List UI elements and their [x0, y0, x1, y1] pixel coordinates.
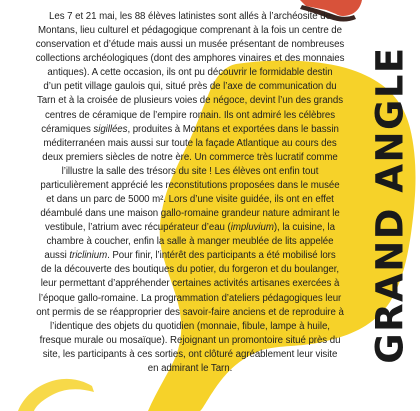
latin-term: impluvium — [230, 222, 274, 234]
article-line: de la découverte des boutiques du potier, du forgeron et du boulanger, — [40, 264, 340, 276]
article-line: leur permettant d’appréhender certaines activités artisanes exercées à — [40, 278, 340, 290]
article-line: d’un petit village gaulois qui, situé près de l’axe de communication du — [43, 81, 337, 93]
article-line: vestibule, l’atrium avec récupérateur d’eau (impluvium), la cuisine, la — [45, 222, 335, 234]
article-line: déambulé dans une maison gallo-romaine grandeur nature admirant le — [40, 208, 340, 220]
article-body — [6, 10, 374, 376]
article-line: ont permis de se réapproprier des savoir-faire anciens et de reproduire à — [36, 306, 344, 318]
latin-term: triclinium — [69, 250, 108, 262]
article-line: l’illustre la salle des trésors du site ! Les élèves ont enfin tout — [61, 165, 319, 177]
yellow-blob-tail — [18, 379, 94, 411]
article-line: antiques). A cette occasion, ils ont pu découvrir le formidable destin — [47, 67, 333, 79]
article-line: et dans un parc de 5000 m². Lors d’une visite guidée, ils ont en effet — [46, 194, 334, 206]
article-line: fresque murale ou mosaïque). Rejoignant un promontoire situé près du — [39, 334, 341, 346]
article-line: particulièrement apprécié les reconstitutions proposées dans le musée — [40, 179, 340, 191]
article-line: l’identique des objets du quotidien (monnaie, fibule, lampe à huile, — [50, 320, 330, 332]
article-line: chambre à coucher, enfin la salle à manger meublée de lits appelée — [46, 236, 334, 248]
latin-term: sigillées — [93, 123, 128, 135]
section-title: GRAND ANGLE — [368, 46, 412, 364]
article-line: céramiques sigillées, produites à Montans et exportées dans le bassin — [41, 123, 339, 135]
article-line: l’époque gallo-romaine. La programmation d’ateliers pédagogiques leur — [38, 292, 342, 304]
article-line: deux premiers siècles de notre ère. Un commerce très lucratif comme — [42, 151, 338, 163]
article-line: conservation et d’étude mais aussi un musée présentant de nombreuses — [35, 39, 345, 51]
article-line: Montans, lieu culturel et pédagogique comprenant à la fois un centre de — [38, 25, 342, 37]
section-banner — [360, 0, 420, 411]
article-line: Tarn et à la croisée de plusieurs voies de négoce, devint l’un des grands — [37, 95, 343, 107]
article-line: aussi triclinium. Pour finir, l’intérêt des participants a été mobilisé lors — [44, 250, 336, 262]
article-line: en admirant le Tarn. — [147, 362, 233, 374]
article-line: Les 7 et 21 mai, les 88 élèves latinistes sont allés à l’archéosite de — [49, 11, 331, 22]
article-line: collections archéologiques (dont des amphores vinaires et des monnaies — [35, 53, 345, 65]
article-line: méditerranéen mais aussi sur toute la façade Atlantique au cours des — [43, 137, 337, 149]
article-line: site, les participants à ces sorties, ont clôturé agréablement leur visite — [42, 348, 338, 360]
article-line: centres de céramique de l’empire romain. Ils ont admiré les célèbres — [44, 109, 336, 121]
